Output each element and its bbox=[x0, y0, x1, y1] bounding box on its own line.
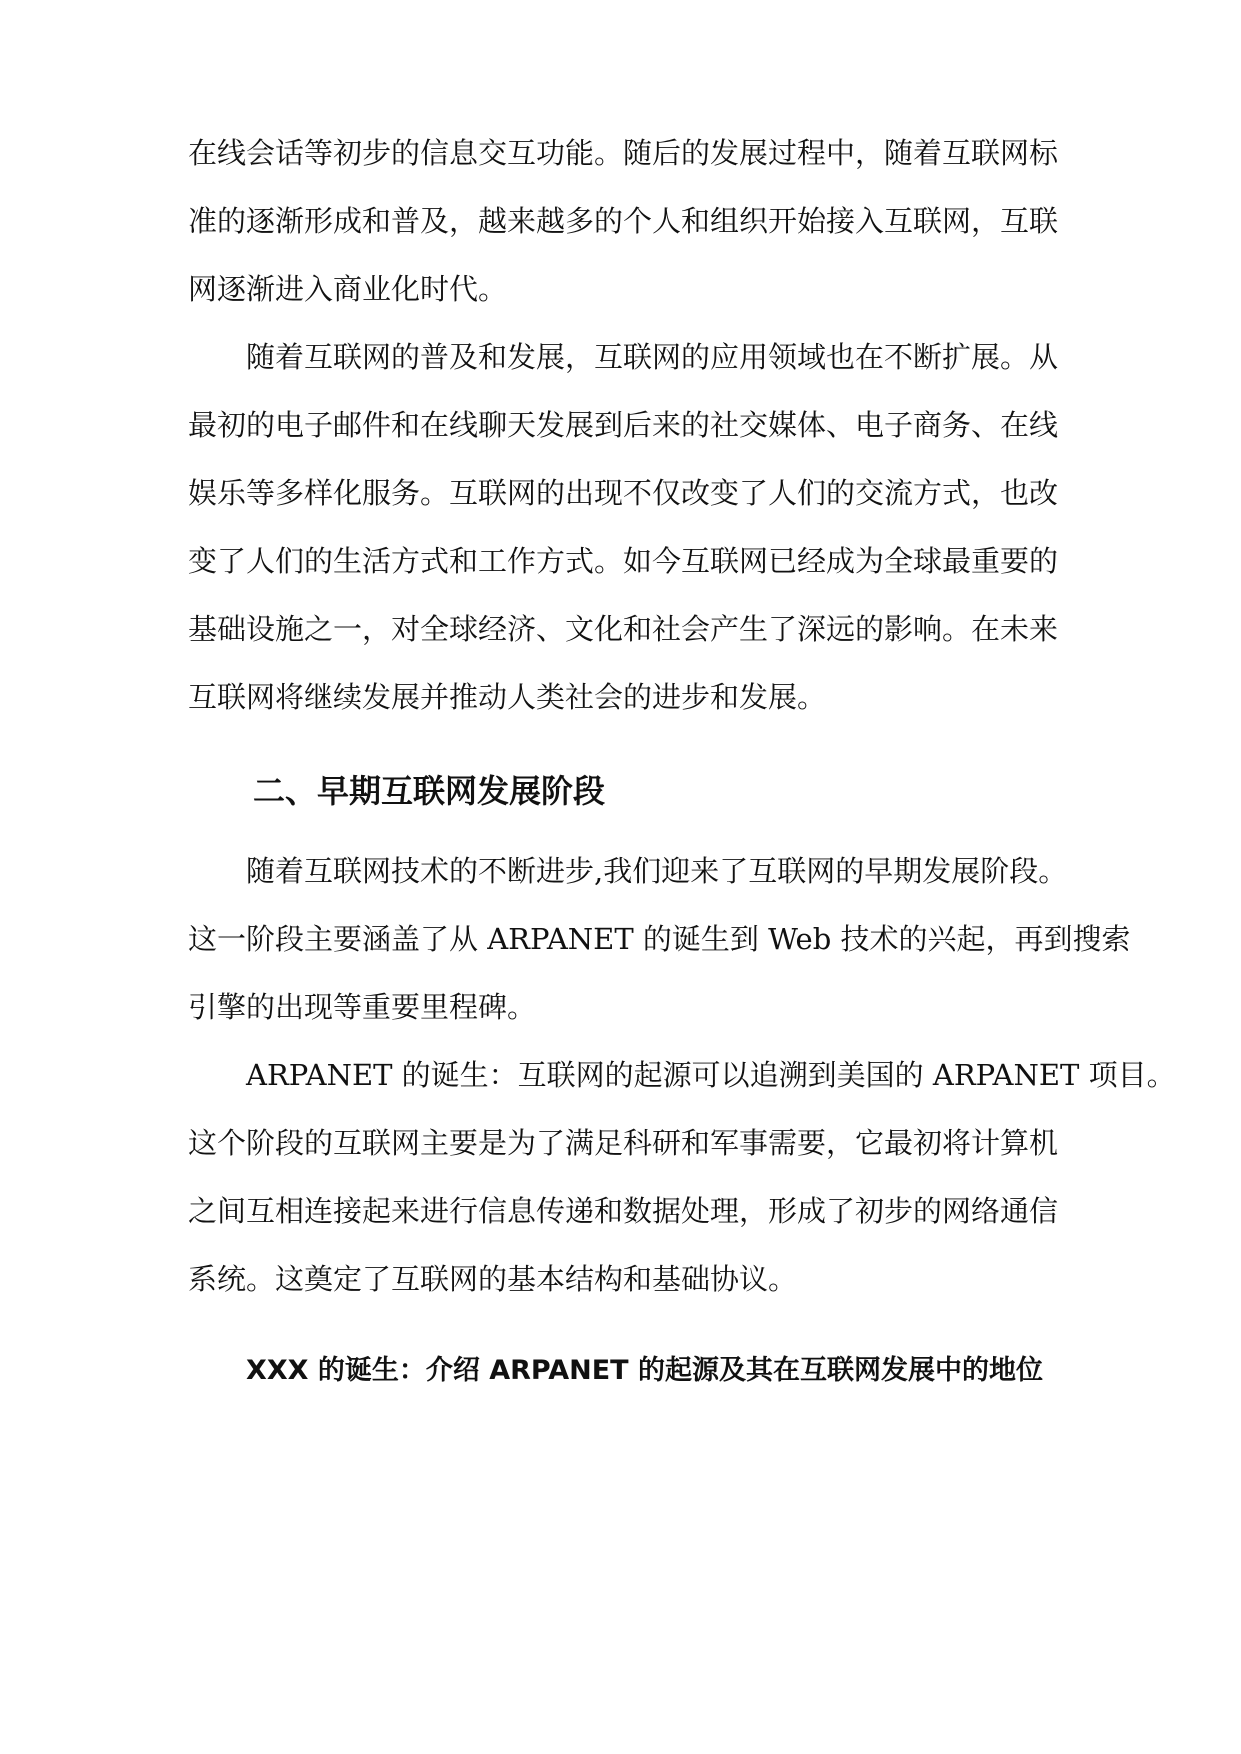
paragraph-line: 系统。这奠定了互联网的基本结构和基础协议。 bbox=[188, 1262, 798, 1296]
paragraph-line: 随着互联网的普及和发展，互联网的应用领域也在不断扩展。从 bbox=[246, 340, 1059, 374]
paragraph-line: 这一阶段主要涵盖了从 ARPANET 的诞生到 Web 技术的兴起，再到搜索 bbox=[188, 922, 1131, 956]
paragraph-line: 变了人们的生活方式和工作方式。如今互联网已经成为全球最重要的 bbox=[188, 544, 1059, 578]
paragraph-line: 之间互相连接起来进行信息传递和数据处理，形成了初步的网络通信 bbox=[188, 1194, 1059, 1228]
paragraph-line: 互联网将继续发展并推动人类社会的进步和发展。 bbox=[188, 680, 827, 714]
paragraph-line: ARPANET 的诞生：互联网的起源可以追溯到美国的 ARPANET 项目。 bbox=[246, 1058, 1176, 1092]
paragraph-line: 基础设施之一，对全球经济、文化和社会产生了深远的影响。在未来 bbox=[188, 612, 1059, 646]
paragraph-line: 这个阶段的互联网主要是为了满足科研和军事需要，它最初将计算机 bbox=[188, 1126, 1059, 1160]
paragraph-line: 最初的电子邮件和在线聊天发展到后来的社交媒体、电子商务、在线 bbox=[188, 408, 1059, 442]
paragraph-line: 娱乐等多样化服务。互联网的出现不仅改变了人们的交流方式，也改 bbox=[188, 476, 1059, 510]
paragraph-line: 引擎的出现等重要里程碑。 bbox=[188, 990, 537, 1024]
paragraph-line: 网逐渐进入商业化时代。 bbox=[188, 272, 508, 306]
paragraph-line: 在线会话等初步的信息交互功能。随后的发展过程中，随着互联网标 bbox=[188, 136, 1059, 170]
paragraph-line: 准的逐渐形成和普及，越来越多的个人和组织开始接入互联网，互联 bbox=[188, 204, 1059, 238]
subheading: XXX 的诞生：介绍 ARPANET 的起源及其在互联网发展中的地位 bbox=[246, 1355, 1043, 1386]
paragraph-line: 随着互联网技术的不断进步,我们迎来了互联网的早期发展阶段。 bbox=[246, 854, 1068, 888]
section-heading: 二、早期互联网发展阶段 bbox=[253, 772, 606, 810]
